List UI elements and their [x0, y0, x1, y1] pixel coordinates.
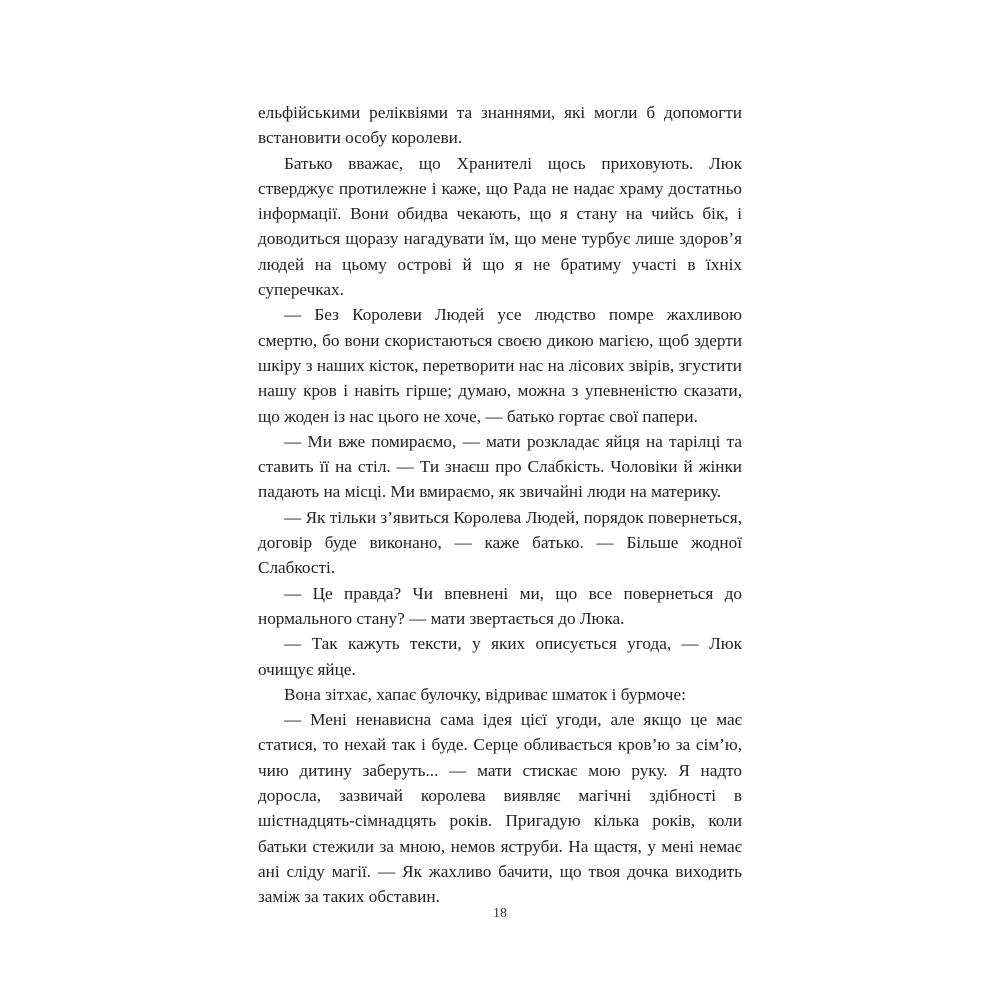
dialogue-paragraph: — Це правда? Чи впевнені ми, що все повернеться до нормального стану? — мати звертається до Люка. [258, 583, 742, 628]
page-number: 18 [493, 906, 507, 921]
paragraph: Вона зітхає, хапає булочку, відриває шматок і бурмоче: [284, 684, 686, 704]
paragraph-continuation: ельфійськими реліквіями та знаннями, які могли б допомогти встановити особу королеви. [258, 103, 742, 148]
book-page-text [258, 100, 742, 910]
dialogue-paragraph: — Ми вже помираємо, — мати розкладає яйця на тарілці та ставить її на стіл. — Ти знаєш про Слабкість. Чоловіки й жінки падають на місці. Ми вмираємо, як звичайні люди на материку. [258, 431, 742, 502]
dialogue-paragraph: — Без Королеви Людей усе людство помре жахливою смертю, бо вони скористаються своєю дикою магією, щоб здерти шкіру з наших кісток, перетворити нас на лісових звірів, згустити нашу кров і навіть гірше; думаю, можна з упевненістю сказати, що жоден із нас цього не хоче, — батько гортає свої папери. [258, 305, 742, 426]
dialogue-paragraph: — Так кажуть тексти, у яких описується угода, — Люк очищує яйце. [258, 634, 742, 679]
dialogue-paragraph: — Мені ненависна сама ідея цієї угоди, але якщо це має статися, то нехай так і буде. Серце обливається кров’ю за сім’ю, чию дитину заберуть... — мати стискає мою руку. Я надто доросла, зазвичай королева виявляє магічні здібності в шістнадцять-сімнадцять років. Пригадую кілька років, коли батьки стежили за мною, немов яструби. На щастя, у мені немає ані сліду магії. — Як жахливо бачити, що твоя дочка виходить заміж за таких обставин. [258, 710, 742, 907]
paragraph: Батько вважає, що Хранителі щось приховують. Люк стверджує протилежне і каже, що Рада не надає храму достатньо інформації. Вони обидва чекають, що я стану на чийсь бік, і доводиться щоразу нагадувати їм, що мене турбує лише здоров’я людей на цьому острові й що я не братиму участі в їхніх суперечках. [258, 153, 742, 300]
dialogue-paragraph: — Як тільки з’явиться Королева Людей, порядок повернеться, договір буде виконано, — каже батько. — Більше жодної Слабкості. [258, 507, 742, 578]
